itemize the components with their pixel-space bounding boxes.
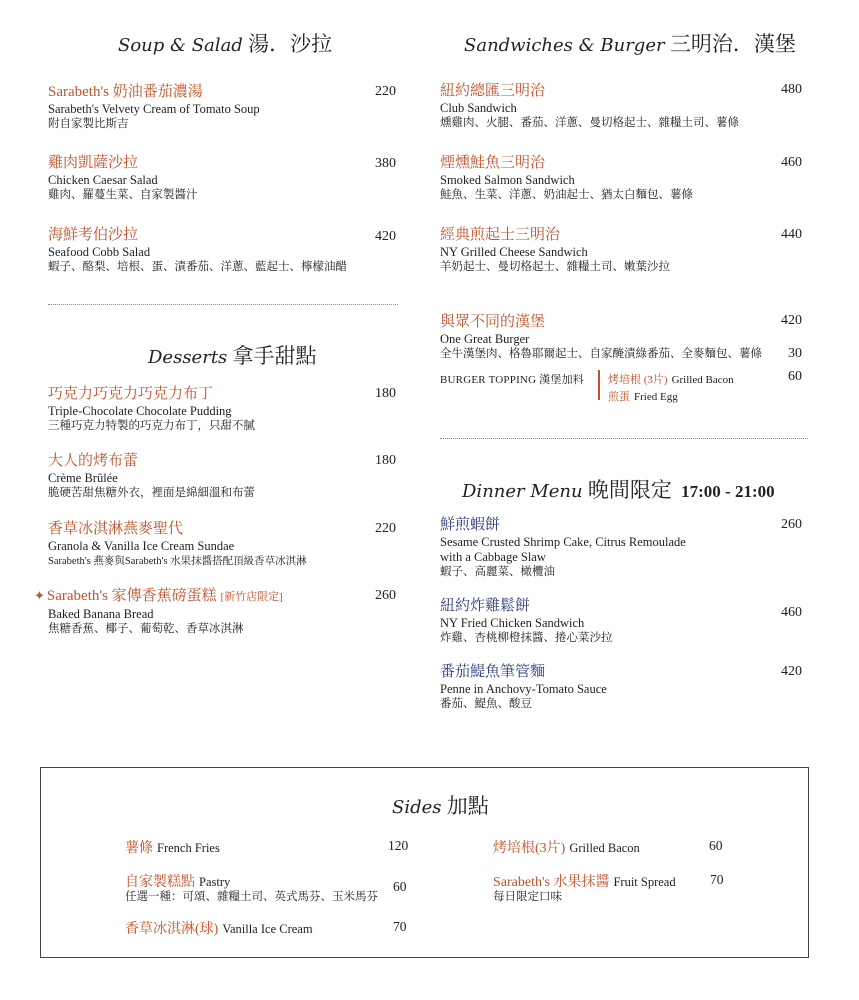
price: 440 xyxy=(781,227,802,242)
menu-item-sundae: 香草冰淇淋燕麥聖代 Granola & Vanilla Ice Cream Sundae Sarabeth's 燕麥與Sarabeth's 水果抹醬搭配頂級香草冰淇淋 xyxy=(48,521,307,567)
side-item-pastry: 自家製糕點 Pastry xyxy=(125,875,231,890)
menu-item-chocolate-pudding: 巧克力巧克力巧克力布丁 Triple-Chocolate Chocolate Pudding 三種巧克力特製的巧克力布丁，只甜不膩 xyxy=(48,386,255,432)
sides-heading: Sides 加點 xyxy=(392,794,489,818)
menu-item-creme-brulee: 大人的烤布蕾 Crème Brûlée 脆硬苦甜焦糖外衣，裡面是綿細溫和布蕾 xyxy=(48,453,255,499)
price: 480 xyxy=(781,82,802,97)
star-icon: ✦ xyxy=(34,588,45,603)
menu-item-burger: 與眾不同的漢堡 One Great Burger 全牛漢堡肉、格魯耶爾起士、自家醃漬綠番茄、全麥麵包、薯條 xyxy=(440,314,762,360)
price: 220 xyxy=(375,84,396,99)
price: 60 xyxy=(709,838,723,853)
menu-item-fried-chicken: 紐約炸雞鬆餅 NY Fried Chicken Sandwich 炸雞、杏桃柳橙抹醬、捲心菜沙拉 xyxy=(440,598,613,644)
menu-item-caesar-salad: 雞肉凱薩沙拉 Chicken Caesar Salad 雞肉、羅蔓生菜、自家製醬汁 xyxy=(48,155,198,201)
price: 460 xyxy=(781,155,802,170)
price: 120 xyxy=(388,838,409,853)
section-divider xyxy=(440,438,808,439)
menu-item-shrimp-cake: 鮮煎蝦餅 Sesame Crusted Shrimp Cake, Citrus Remoulade with a Cabbage Slaw 蝦子、高麗菜、橄欖油 xyxy=(440,517,686,578)
topping-bacon: 烤培根 (3片) Grilled Bacon xyxy=(608,374,734,386)
menu-item-banana-bread: ✦ Sarabeth's 家傳香蕉磅蛋糕 [新竹店限定] Baked Banana Bread 焦糖香蕉、椰子、葡萄乾、香草冰淇淋 xyxy=(34,588,283,635)
menu-item-tomato-soup: Sarabeth's 奶油番茄濃湯 Sarabeth's Velvety Cream of Tomato Soup 附自家製比斯吉 xyxy=(48,84,260,130)
price: 180 xyxy=(375,453,396,468)
price: 420 xyxy=(781,664,802,679)
menu-item-cobb-salad: 海鮮考伯沙拉 Seafood Cobb Salad 蝦子、酪梨、培根、蛋、漬番茄、洋蔥、藍起士、檸檬油醋 xyxy=(48,227,347,273)
side-item-fruit-spread: Sarabeth's 水果抹醬 Fruit Spread xyxy=(493,875,676,890)
sandwich-burger-heading: Sandwiches & Burger 三明治．漢堡 xyxy=(464,32,796,56)
desserts-heading: Desserts 拿手甜點 xyxy=(148,344,317,368)
topping-divider xyxy=(598,370,600,400)
menu-item-grilled-cheese: 經典煎起士三明治 NY Grilled Cheese Sandwich 羊奶起士、曼切格起士、雜糧土司、嫩葉沙拉 xyxy=(440,227,670,273)
price: 180 xyxy=(375,386,396,401)
burger-topping-label: BURGER TOPPING 漢堡加料 xyxy=(440,374,584,386)
side-item-french-fries: 薯條 French Fries xyxy=(125,841,220,856)
price: 260 xyxy=(375,588,396,603)
price: 460 xyxy=(781,605,802,620)
price: 60 xyxy=(393,879,407,894)
price: 70 xyxy=(710,872,724,887)
menu-item-club-sandwich: 紐約總匯三明治 Club Sandwich 燻雞肉、火腿、番茄、洋蔥、曼切格起士、雜糧土司、薯條 xyxy=(440,83,739,129)
menu-item-penne: 番茄鯷魚筆管麵 Penne in Anchovy-Tomato Sauce 番茄、鯷魚、酸豆 xyxy=(440,664,607,710)
side-item-desc: 任選一種：可頌、雜糧土司、英式馬芬、玉米馬芬 xyxy=(125,891,378,903)
price: 70 xyxy=(393,919,407,934)
price: 420 xyxy=(781,313,802,328)
side-item-ice-cream: 香草冰淇淋(球) Vanilla Ice Cream xyxy=(125,922,313,937)
topping-egg: 煎蛋 Fried Egg xyxy=(608,391,678,403)
section-divider xyxy=(48,304,398,305)
price: 60 xyxy=(788,369,802,384)
price: 220 xyxy=(375,521,396,536)
side-item-desc: 每日限定口味 xyxy=(493,891,562,903)
price: 380 xyxy=(375,156,396,171)
price: 420 xyxy=(375,229,396,244)
price: 30 xyxy=(788,346,802,361)
menu-item-salmon-sandwich: 煙燻鮭魚三明治 Smoked Salmon Sandwich 鮭魚、生菜、洋蔥、奶油起士、猶太白麵包、薯條 xyxy=(440,155,693,201)
dinner-heading: Dinner Menu 晚間限定 17:00 - 21:00 xyxy=(462,478,775,502)
price: 260 xyxy=(781,517,802,532)
soup-salad-heading: Soup & Salad 湯．沙拉 xyxy=(118,32,333,56)
side-item-bacon: 烤培根(3片) Grilled Bacon xyxy=(493,841,640,856)
